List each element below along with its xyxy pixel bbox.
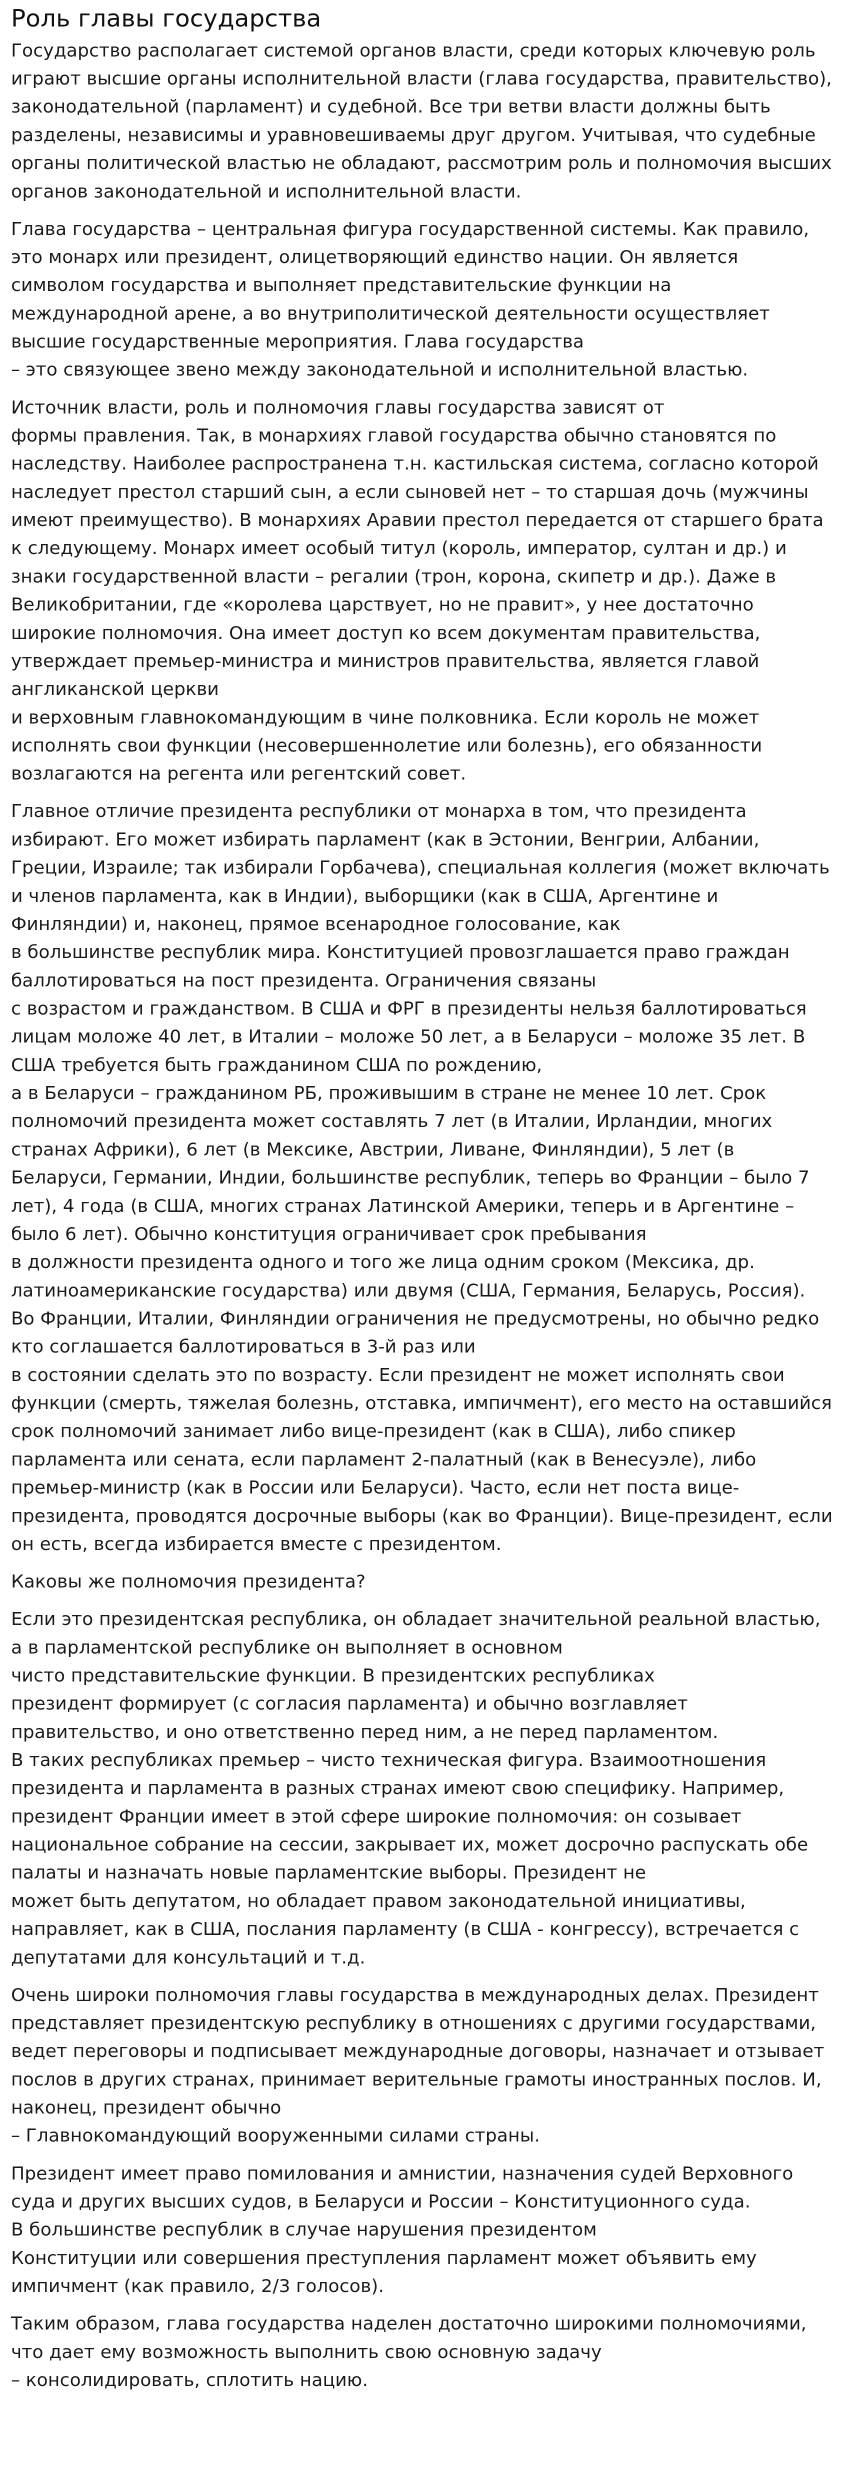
paragraph-head-of-state: Глава государства – центральная фигура государственной системы. Как правило, это монарх или президент, олицетворяющий единство нации. Он является символом государства и выполняет представительские функции на международной арене, а во внутриполитической деятельности осуществляет высшие государственные мероприятия. Глава государства – это связующее звено между законодательной и исполнительной властью. [10,217,810,381]
paragraph-president-powers: Если это президентская республика, он обладает значительной реальной властью, а в парламентской республике он выполняет в основном чисто представительские функции. В президентских республиках президент формирует (с согласия парламента) и обычно возглавляет правительство, и оно ответственно перед ним, а не перед парламентом. В таких республиках премьер – чисто техническая фигура. Взаимоотношения президента и парламента в разных странах имеют свою специфику. Например, президент Франции имеет в этой сфере широкие полномочия: он созывает национальное собрание на сессии, закрывает их, может досрочно распускать обе палаты и назначать новые парламентские выборы. Президент не может быть депутатом, но обладает правом законодательной инициативы, направляет, как в США, послания парламенту (в США - конгрессу), встречается с депутатами для консультаций и т.д. [10,1607,821,1968]
paragraph-president-election: Главное отличие президента республики от монарха в том, что президента избирают. Его может избирать парламент (как в Эстонии, Венгрии, Албании, Греции, Израиле; так избирали Горбачева), специальная коллегия (может включать и членов парламента, как в Индии), выборщики (как в США, Аргентине и Финляндии) и, наконец, прямое всенародное голосование, как в большинстве республик мира. Конституцией провозглашается право граждан баллотироваться на пост президента. Ограничения связаны с возрастом и гражданством. В США и ФРГ в президенты нельзя баллотироваться лицам моложе 40 лет, в Италии – моложе 50 лет, а в Беларуси – моложе 35 лет. В США требуется быть гражданином США по рождению, а в Беларуси – гражданином РБ, проживышим в стране не менее 10 лет. Срок полномочий президента может составлять 7 лет (в Италии, Ирландии, многих странах Африки), 6 лет (в Мексике, Австрии, Ливане, Финляндии), 5 лет (в Беларуси, Германии, Индии, большинстве республик, теперь во Франции – было 7 лет), 4 года (в США, многих странах Латинской Америки, теперь и в Аргентине – было 6 лет). Обычно конституция ограничивает срок пребывания в должности президента одного и того же лица одним сроком (Мексика, др. латиноамериканские государства) или двумя (США, Германия, Беларусь, Россия). Во Франции, Италии, Финляндии ограничения не предусмотрены, но обычно редко кто соглашается баллотироваться в 3-й раз или в состоянии сделать это по возрасту. Если президент не может исполнять свои функции (смерть, тяжелая болезнь, отставка, импичмент), его место на оставшийся срок полномочий занимает либо вице-президент (как в США), либо спикер парламента или сената, если парламент 2-палатный (как в Венесуэле), либо премьер-министр (как в России или Беларуси). Часто, если нет поста вице-президента, проводятся досрочные выборы (как во Франции). Вице-президент, если он есть, всегда избирается вместе с президентом. [10,800,833,1555]
paragraph-pardon-impeachment: Президент имеет право помилования и амнистии, назначения судей Верховного суда и других высших судов, в Беларуси и России – Конституционного суда. В большинстве республик в случае нарушения президентом Конституции или совершения преступления парламент может объявить ему импичмент (как правило, 2/3 голосов). [10,2162,794,2297]
article-title: Роль главы государства [10,4,322,33]
paragraph-monarchy: Источник власти, роль и полномочия главы государства зависят от формы правления. Так, в монархиях главой государства обычно становятся по наследству. Наиболее распространена т.н. кастильская система, согласно которой наследует престол старший сын, а если сыновей нет – то старшая дочь (мужчины имеют преимущество). В монархиях Аравии престол передается от старшего брата к следующему. Монарх имеет особый титул (король, император, султан и др.) и знаки государственной власти – регалии (трон, корона, скипетр и др.). Даже в Великобритании, где «королева царствует, но не правит», у нее достаточно широкие полномочия. Она имеет доступ ко всем документам правительства, утверждает премьер-министра и министров правительства, является главой англиканской церкви и верховным главнокомандующим в чине полковника. Если король не может исполнять свои функции (несовершеннолетие или болезнь), его обязанности возлагаются на регента или регентский совет. [10,396,824,785]
paragraph-international-powers: Очень широки полномочия главы государства в международных делах. Президент представляет президентскую республику в отношениях с другими государствами, ведет переговоры и подписывает международные договоры, назначает и отзывает послов в других странах, принимает верительные грамоты иностранных послов. И, наконец, президент обычно – Главнокомандующий вооруженными силами страны. [10,1983,825,2147]
paragraph-question: Каковы же полномочия президента? [10,1570,366,1593]
paragraph-conclusion: Таким образом, глава государства наделен достаточно широкими полномочиями, что дает ему возможность выполнить свою основную задачу – консолидировать, сплотить нацию. [10,2312,807,2391]
paragraph-intro: Государство располагает системой органов власти, среди которых ключевую роль играют высшие органы исполнительной власти (глава государства, правительство), законодательной (парламент) и судебной. Все три ветви власти должны быть разделены, независимы и уравновешиваемы друг другом. Учитывая, что судебные органы политической властью не обладают, рассмотрим роль и полномочия высших органов законодательной и исполнительной власти. [10,39,832,202]
